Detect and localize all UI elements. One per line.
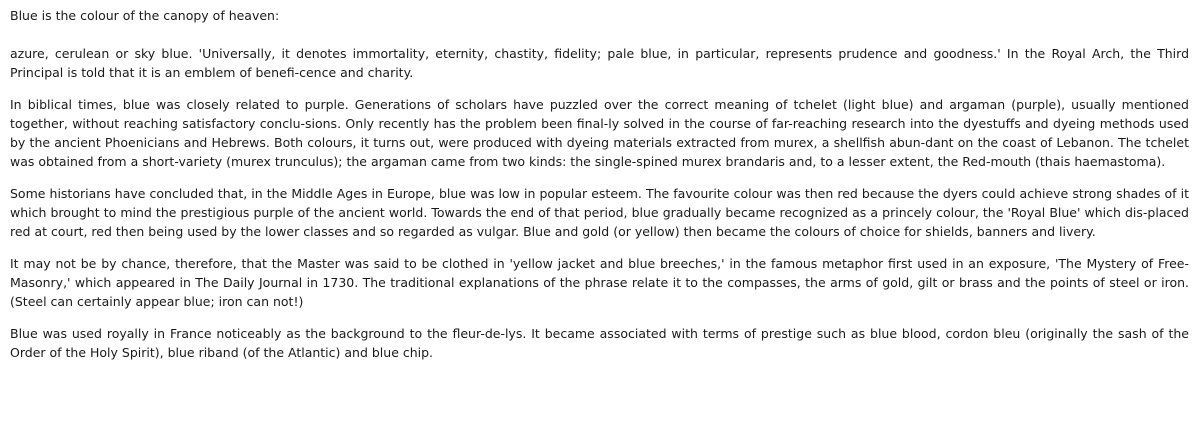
paragraph-biblical-dyes: In biblical times, blue was closely related to purple. Generations of scholars have puzzled over the correct meaning of tchelet (light blue) and argaman (purple), usually mentioned together, without reaching satisfactory conclu-sions. Only recently has the problem been final-ly solved in the course of far-reaching research into the dyestuffs and dyeing methods used by the ancient Phoenicians and Hebrews. Both colours, it turns out, were produced with dyeing materials extracted from murex, a shellfish abun-dant on the coast of Lebanon. The tchelet was obtained from a short-variety (murex trunculus); the argaman came from two kinds: the single-spined murex brandaris and, to a lesser extent, the Red-mouth (thais haemastoma).	[10, 97, 1189, 169]
paragraph-middle-ages: Some historians have concluded that, in the Middle Ages in Europe, blue was low in popular esteem. The favourite colour was then red because the dyers could achieve strong shades of it which brought to mind the prestigious purple of the ancient world. Towards the end of that period, blue gradually became recognized as a princely colour, the 'Royal Blue' which dis-placed red at court, red then being used by the lower classes and so regarded as vulgar. Blue and gold (or yellow) then became the colours of choice for shields, banners and livery.	[10, 186, 1189, 239]
paragraph-masonic-metaphor: It may not be by chance, therefore, that the Master was said to be clothed in 'yellow jacket and blue breeches,' in the famous metaphor first used in an exposure, 'The Mystery of Free-Masonry,' which appeared in The Daily Journal in 1730. The traditional explanations of the phrase relate it to the compasses, the arms of gold, gilt or brass and the points of steel or iron. (Steel can certainly appear blue; iron can not!)	[10, 256, 1189, 309]
intro-line: Blue is the colour of the canopy of heaven:	[10, 8, 280, 23]
paragraph-france-prestige: Blue was used royally in France noticeably as the background to the fleur-de-lys. It became associated with terms of prestige such as blue blood, cordon bleu (originally the sash of the Order of the Holy Spirit), blue riband (of the Atlantic) and blue chip.	[10, 326, 1189, 360]
paragraph-symbolism: azure, cerulean or sky blue. 'Universally, it denotes immortality, eternity, chastity, fidelity; pale blue, in particular, represents prudence and goodness.' In the Royal Arch, the Third Principal is told that it is an emblem of benefi-cence and charity.	[10, 46, 1189, 80]
